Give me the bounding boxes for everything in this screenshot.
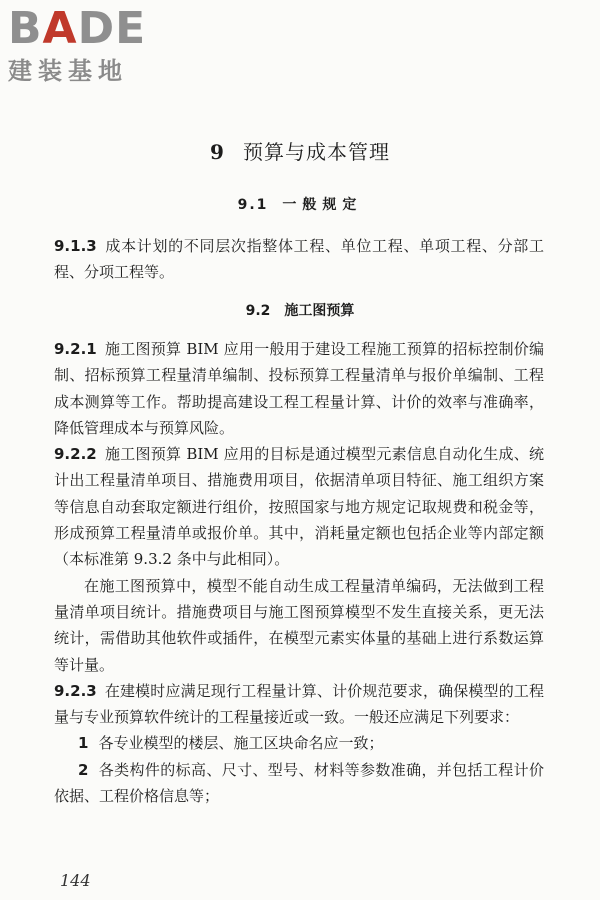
list-item <box>54 757 544 810</box>
section-number: 9.2 <box>245 303 271 319</box>
clause-text: 在建模时应满足现行工程量计算、计价规范要求，确保模型的工程量与专业预算软件统计的工程量接近或一致。一般还应满足下列要求： <box>54 681 544 727</box>
clause-number: 9.2.3 <box>54 681 97 700</box>
clause-9-2-2 <box>54 441 544 572</box>
section-number: 9.1 <box>237 197 269 213</box>
clause-9-2-2-paragraph-2: 在施工图预算中，模型不能自动生成工程量清单编码，无法做到工程量清单项目统计。措施费项目与施工图预算模型不发生直接关系，更无法统计，需借助其他软件或插件，在模型元素实体量的基础上进行系数运算等计量。 <box>54 576 544 674</box>
clause-number: 9.1.3 <box>54 237 97 255</box>
section-9-1-body <box>54 233 544 286</box>
item-number: 1 <box>78 734 89 753</box>
item-number: 2 <box>78 760 89 779</box>
page-number: 144 <box>60 871 91 890</box>
section-title: 施工图预算 <box>284 303 355 319</box>
section-heading-9-1 <box>0 194 600 214</box>
list-item <box>54 730 544 756</box>
clause-number: 9.2.2 <box>54 445 97 464</box>
clause-9-2-1 <box>54 336 544 441</box>
item-text: 各专业模型的楼层、施工区块命名应一致； <box>98 734 384 753</box>
logo-wordmark: BADE <box>8 3 147 54</box>
publisher-logo <box>8 3 178 86</box>
chapter-number: 9 <box>210 140 225 164</box>
section-heading-9-2 <box>0 300 600 320</box>
clause-text: 施工图预算 BIM 应用的目标是通过模型元素信息自动化生成、统计出工程量清单项目、措施费用项目，依据清单项目特征、施工组织方案等信息自动套取定额进行组价，按照国家与地方规定记取规费和税金等，形成预算工程量清单或报价单。其中，消耗量定额也包括企业等内部定额（本标准第 9.3.2 条中与此相同）。 <box>54 445 544 569</box>
chapter-title: 预算与成本管理 <box>242 140 390 164</box>
section-title: 一般规定 <box>282 197 363 213</box>
section-9-2-body <box>54 336 544 809</box>
item-text: 各类构件的标高、尺寸、型号、材料等参数准确，并包括工程计价依据、工程价格信息等； <box>54 760 544 806</box>
logo-subtitle: 建装基地 <box>8 57 128 85</box>
clause-number: 9.2.1 <box>54 340 97 358</box>
clause-text: 施工图预算 BIM 应用一般用于建设工程施工预算的招标控制价编制、招标预算工程量清单编制、投标预算工程量清单与报价单编制、工程成本测算等工作。帮助提高建设工程工程量计算、计价的效率与准确率，降低管理成本与预算风险。 <box>54 340 544 437</box>
clause-text: 成本计划的不同层次指整体工程、单位工程、单项工程、分部工程、分项工程等。 <box>54 237 544 282</box>
clause-9-2-3 <box>54 678 544 731</box>
chapter-heading <box>0 136 600 165</box>
clause-9-1-3 <box>54 233 544 286</box>
